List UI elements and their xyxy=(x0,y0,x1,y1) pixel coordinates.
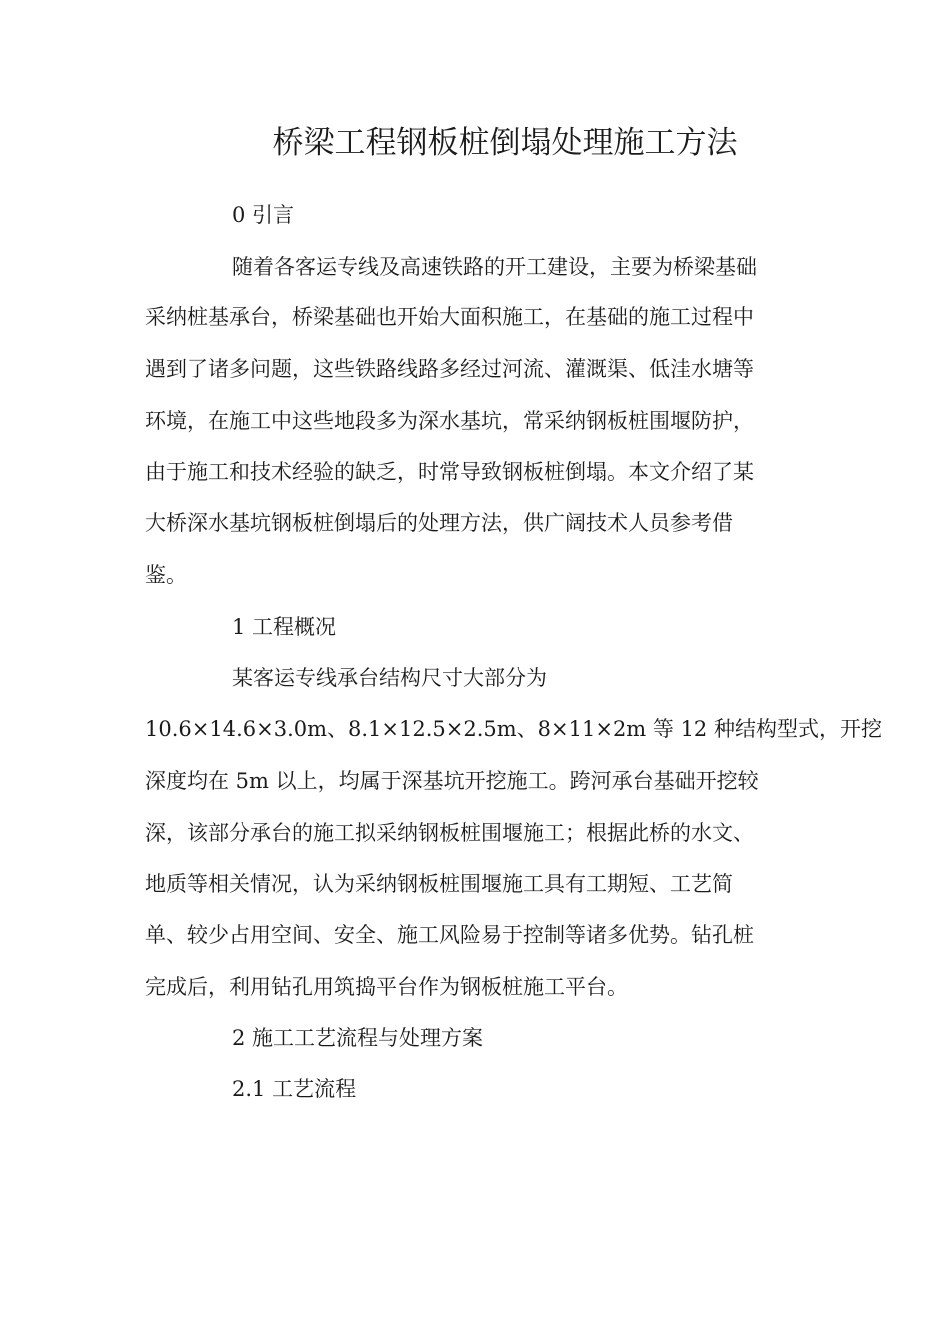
paragraph-line: 深，该部分承台的施工拟采纳钢板桩围堰施工；根据此桥的水文、 xyxy=(145,821,754,845)
document-title: 桥梁工程钢板桩倒塌处理施工方法 xyxy=(272,125,738,161)
paragraph-line: 由于施工和技术经验的缺乏，时常导致钢板桩倒塌。本文介绍了某 xyxy=(145,460,754,484)
paragraph-line: 完成后，利用钻孔用筑捣平台作为钢板桩施工平台。 xyxy=(145,975,628,999)
paragraph-line: 遇到了诸多问题，这些铁路线路多经过河流、灌溉渠、低洼水塘等 xyxy=(145,357,754,381)
subsection-heading-process-flow: 2.1 工艺流程 xyxy=(232,1077,357,1101)
paragraph-line: 某客运专线承台结构尺寸大部分为 xyxy=(232,666,547,690)
paragraph-line: 采纳桩基承台，桥梁基础也开始大面积施工，在基础的施工过程中 xyxy=(145,305,754,329)
paragraph-line: 深度均在 5m 以上，均属于深基坑开挖施工。跨河承台基础开挖较 xyxy=(145,769,759,793)
section-heading-project-overview: 1 工程概况 xyxy=(232,615,337,639)
section-heading-introduction: 0 引言 xyxy=(232,203,295,227)
paragraph-line: 随着各客运专线及高速铁路的开工建设，主要为桥梁基础 xyxy=(232,255,757,279)
paragraph-line: 10.6×14.6×3.0m、8.1×12.5×2.5m、8×11×2m 等 12 种结构型式，开挖 xyxy=(145,717,882,741)
paragraph-line: 鉴。 xyxy=(145,563,187,587)
paragraph-line: 环境，在施工中这些地段多为深水基坑，常采纳钢板桩围堰防护， xyxy=(145,409,754,433)
paragraph-line: 单、较少占用空间、安全、施工风险易于控制等诸多优势。钻孔桩 xyxy=(145,923,754,947)
paragraph-line: 地质等相关情况，认为采纳钢板桩围堰施工具有工期短、工艺简 xyxy=(145,872,733,896)
paragraph-line: 大桥深水基坑钢板桩倒塌后的处理方法，供广阔技术人员参考借 xyxy=(145,511,733,535)
section-heading-construction-process: 2 施工工艺流程与处理方案 xyxy=(232,1026,484,1050)
